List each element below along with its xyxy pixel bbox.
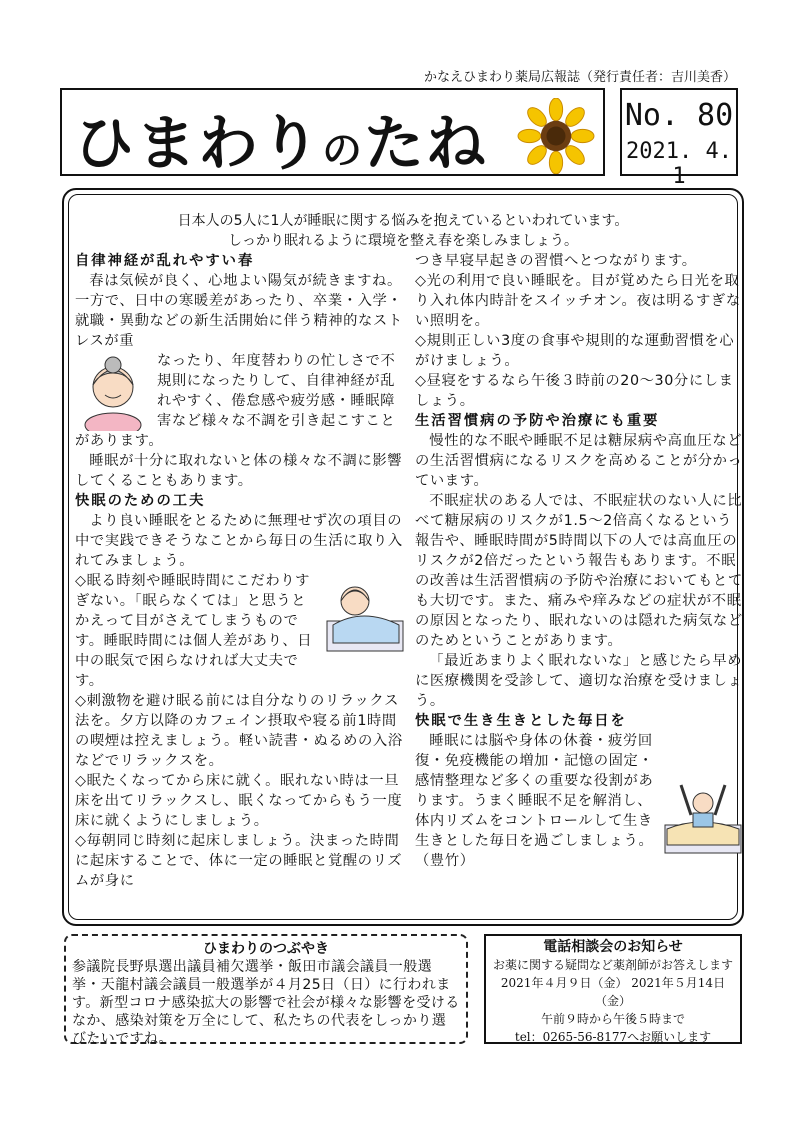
notice-hours: 午前９時から午後５時まで xyxy=(540,1012,685,1026)
paragraph: 睡眠が十分に取れないと体の様々な不調に影響してくることもあります。 xyxy=(75,453,403,489)
main-article-inner xyxy=(68,194,743,920)
publisher-credit: かなえひまわり薬局広報誌（発行責任者：吉川美香） xyxy=(423,70,736,85)
tip-item: ◇毎朝同じ時刻に起床しましょう。決まった時間に起床することで、体に一定の睡眠と覚醒のリズムが身に xyxy=(75,833,403,889)
issue-info xyxy=(620,88,738,189)
paragraph: 不眠症状のある人では、不眠症状のない人に比べて糖尿病のリスクが1.5～2倍高くなるという報告や、睡眠時間が5時間以下の人では高血圧のリスクが2倍だったという報告もあります。不眠の改善は生活習慣病の予防や治療においてもとても大切です。また、痛みや痒みなどの症状が不眠の原因となったり、眠れないのは隠れた病気などのためということがあります。 xyxy=(415,493,743,649)
paragraph: つき早寝早起きの習慣へとつながります。 xyxy=(415,253,697,269)
intro-line: しっかり眠れるように環境を整え春を楽しみましょう。 xyxy=(228,233,578,249)
title-main: ひまわり xyxy=(74,109,322,179)
paragraph: より良い睡眠をとるために無理せず次の項目の中で実践できそうなことから毎日の生活に取り入れてみましょう。 xyxy=(75,513,403,569)
tip-item: ◇眠る時刻や睡眠時間にこだわりすぎない。「眠らなくては」と思うとかえって目がさえてしまうものです。睡眠時間には個人差があり、日中の眠気で困らなければ大丈夫です。 xyxy=(75,573,313,689)
tweet-column xyxy=(64,934,468,1047)
tip-item: ◇刺激物を避け眠る前には自分なりのリラックス法を。夕方以降のカフェイン摂取や寝る前1時間の喫煙は控えましょう。軽い読書・ぬるめの入浴などでリラックスを。 xyxy=(75,693,403,769)
tip-item: ◇昼寝をするなら午後３時前の20～30分にしましょう。 xyxy=(415,373,734,409)
title-small: の xyxy=(322,128,364,174)
tweet-title: ひまわりのつぶやき xyxy=(203,941,329,957)
intro xyxy=(69,211,737,251)
paragraph: 慢性的な不眠や睡眠不足は糖尿病や高血圧などの生活習慣病になるリスクを高めることが分かっています。 xyxy=(415,433,743,489)
paragraph: 春は気候が良く、心地よい陽気が続きますね。一方で、日中の寒暖差があったり、卒業・入学・就職・異動などの新生活開始に伴う精神的なストレスが重 xyxy=(75,273,403,349)
heading-lifestyle-disease: 生活習慣病の予防や治療にも重要 xyxy=(415,413,660,429)
tweet-body: 参議院長野県選出議員補欠選挙・飯田市議会議員一般選挙・天龍村議会議員一般選挙が４月25日（日）に行われます。新型コロナ感染拡大の影響で社会が様々な影響を受けるなか、感染対策を万全にして、私たちの代表をしっかり選びたいですね。 xyxy=(72,959,460,1047)
sunflower-icon xyxy=(517,98,595,174)
right-column xyxy=(415,251,743,871)
notice-phone: tel：0265-56-8177へお願いします xyxy=(514,1030,712,1044)
notice-title: 電話相談会のお知らせ xyxy=(543,939,683,955)
heading-lively-days: 快眠で生き生きとした毎日を xyxy=(415,713,627,729)
notice-dates: 2021年４月９日（金） 2021年５月14日（金） xyxy=(500,976,726,1008)
paragraph: 睡眠には脳や身体の休養・疲労回復・免疫機能の増加・記憶の固定・感情整理など多くの重要な役割があります。うまく睡眠不足を解消し、体内リズムをコントロールして生き生きとした毎日を過ごしましょう。（豊竹） xyxy=(415,733,654,869)
intro-line: 日本人の5人に1人が睡眠に関する悩みを抱えているといわれています。 xyxy=(177,213,629,229)
left-column xyxy=(75,251,405,891)
paragraph: なったり、年度替わりの忙しさで不規則になったりして、自律神経が乱れやすく、倦怠感や疲労感・睡眠障害など様々な不調を引き起こすことがあります。 xyxy=(75,353,396,449)
issue-date: 2021. 4. 1 xyxy=(626,139,732,189)
tip-item: ◇光の利用で良い睡眠を。目が覚めたら日光を取り入れ体内時計をスイッチオン。夜は明るすぎない照明を。 xyxy=(415,273,741,329)
heading-sleep-tips: 快眠のための工夫 xyxy=(75,493,206,509)
waking-person-icon xyxy=(661,771,743,859)
notice-line: お薬に関する疑問など薬剤師がお答えします xyxy=(492,958,733,972)
paragraph: 「最近あまりよく眠れないな」と感じたら早めに医療機関を受診して、適切な治療を受けましょう。 xyxy=(415,653,743,709)
issue-number: No. 80 xyxy=(624,98,734,133)
main-article xyxy=(62,188,744,926)
newsletter-title xyxy=(74,96,488,182)
elderly-woman-icon xyxy=(75,351,151,431)
tip-item: ◇眠たくなってから床に就く。眠れない時は一旦床を出てリラックスし、眠くなってからもう一度床に就くようにしましょう。 xyxy=(75,773,403,829)
heading-spring: 自律神経が乱れやすい春 xyxy=(75,253,255,269)
phone-consultation-notice xyxy=(484,934,742,1044)
tip-item: ◇規則正しい3度の食事や規則的な運動習慣を心がけましょう。 xyxy=(415,333,735,369)
title-end: たね xyxy=(364,109,488,179)
sleeping-woman-icon xyxy=(323,571,405,659)
masthead xyxy=(60,88,605,179)
